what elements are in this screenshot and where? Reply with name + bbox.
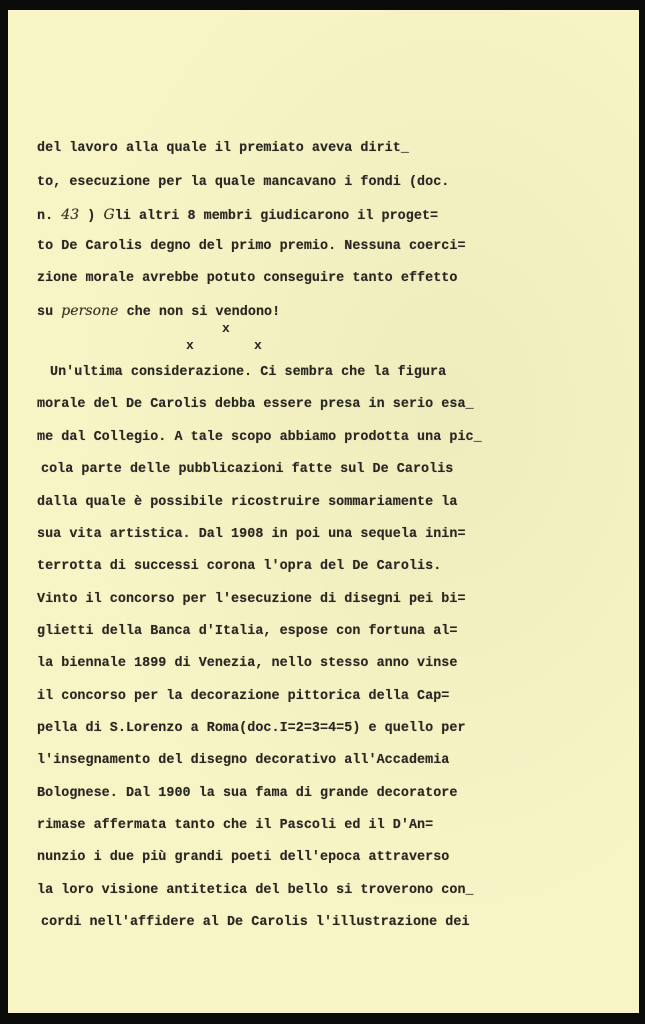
text-line: nunzio i due più grandi poeti dell'epoca attraverso <box>37 850 450 865</box>
text-line: pella di S.Lorenzo a Roma(doc.I=2=3=4=5) e quello per <box>37 721 466 736</box>
text-line: l'insegnamento del disegno decorativo all'Accademia <box>37 753 450 768</box>
text-line: il concorso per la decorazione pittorica della Cap= <box>37 689 450 704</box>
text-line: Un'ultima considerazione. Ci sembra che la figura <box>50 365 447 380</box>
text: ) <box>79 209 104 224</box>
text-line: Bolognese. Dal 1900 la sua fama di grande decoratore <box>37 786 458 801</box>
text-line: Vinto il concorso per l'esecuzione di disegni pei bi= <box>37 592 466 607</box>
text-line: dalla quale è possibile ricostruire sommariamente la <box>37 495 458 510</box>
text-line: rimase affermata tanto che il Pascoli ed il D'An= <box>37 818 434 833</box>
text-line: morale del De Carolis debba essere presa in serio esa_ <box>37 397 474 412</box>
text: li altri 8 membri giudicarono il proget= <box>114 209 439 224</box>
separator-mark: x <box>254 338 262 353</box>
text-line: terrotta di successi corona l'opra del De Carolis. <box>37 559 442 574</box>
handwritten-word: persone <box>61 303 119 319</box>
handwritten-letter: G <box>103 207 115 223</box>
text-line: zione morale avrebbe potuto conseguire tanto effetto <box>37 271 458 286</box>
text-line: me dal Collegio. A tale scopo abbiamo prodotta una pic_ <box>37 430 482 445</box>
text: n. <box>37 209 62 224</box>
text-line: glietti della Banca d'Italia, espose con fortuna al= <box>37 624 458 639</box>
text-line: to, esecuzione per la quale mancavano i fondi (doc. <box>37 175 450 190</box>
text-line <box>37 303 280 319</box>
handwritten-number: 43 <box>61 207 80 223</box>
text-line: cola parte delle pubblicazioni fatte sul De Carolis <box>41 462 454 477</box>
text: su <box>37 305 62 320</box>
separator-mark: x <box>222 321 230 336</box>
text-line: la biennale 1899 di Venezia, nello stesso anno vinse <box>37 656 458 671</box>
text-line: sua vita artistica. Dal 1908 in poi una sequela inin= <box>37 527 466 542</box>
text: che non si vendono! <box>118 305 281 320</box>
text-line <box>37 207 438 223</box>
text-line: del lavoro alla quale il premiato aveva dirit_ <box>37 141 409 156</box>
separator-mark: x <box>186 338 194 353</box>
text-line: to De Carolis degno del primo premio. Nessuna coerci= <box>37 239 466 254</box>
text-line: cordi nell'affidere al De Carolis l'illustrazione dei <box>41 915 470 930</box>
typewritten-page <box>8 10 639 1013</box>
text-line: la loro visione antitetica del bello si troverono con_ <box>37 883 474 898</box>
